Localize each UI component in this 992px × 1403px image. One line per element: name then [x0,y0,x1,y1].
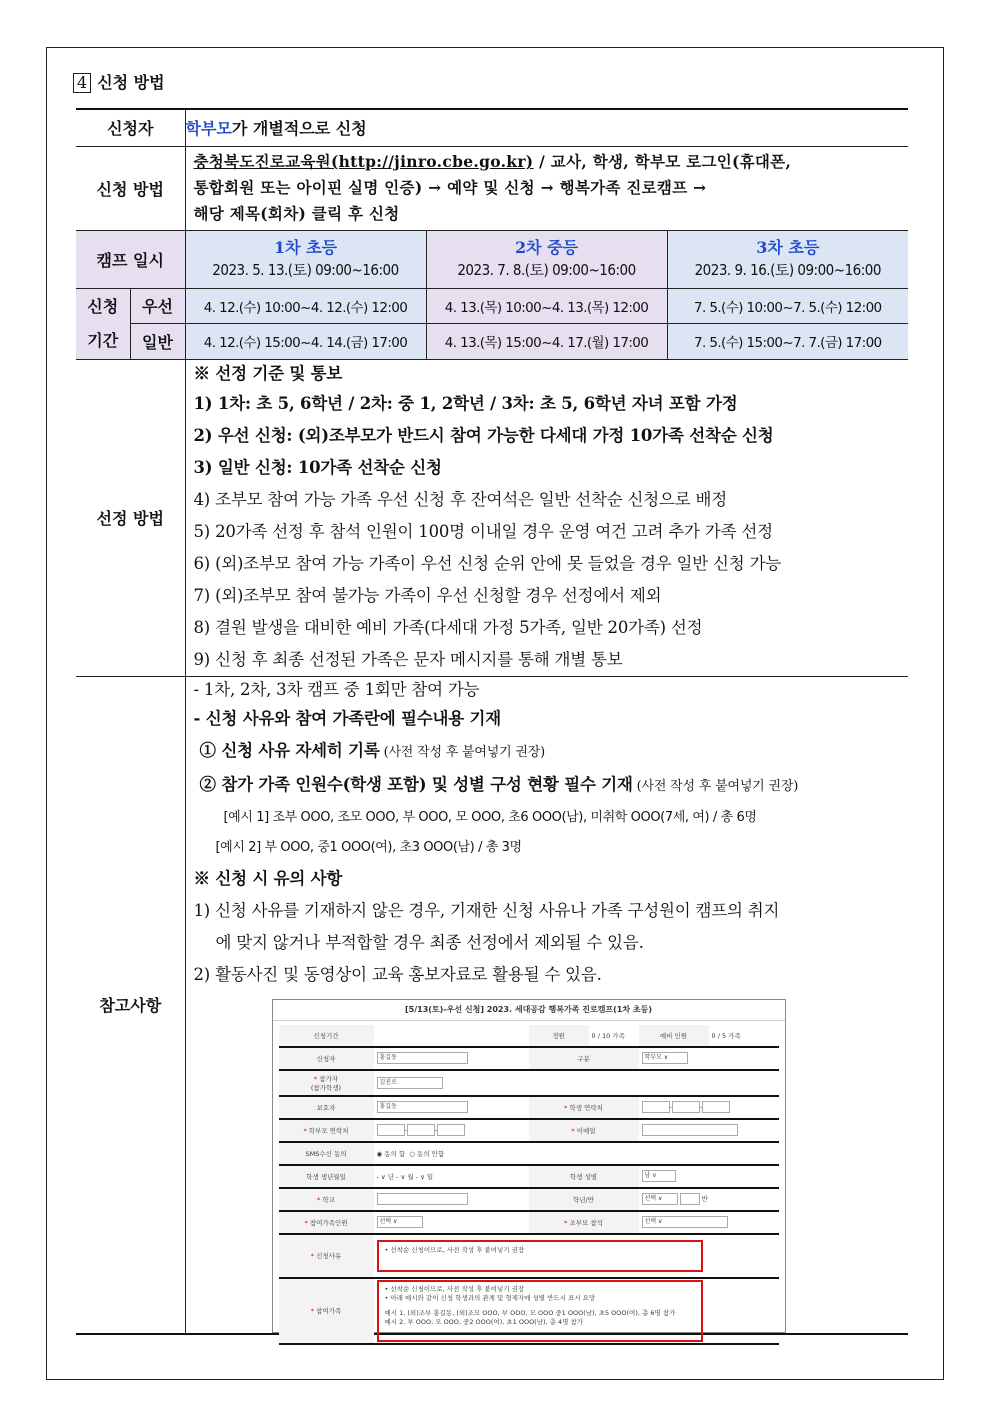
period-label-1: 신청 [87,296,119,316]
form-gender-value: 남 [644,1172,651,1179]
form-grade-value: 선택 [644,1195,657,1202]
form-parent-phone-label: * 학부모 연락처 [279,1119,374,1142]
form-email-input[interactable] [642,1124,738,1136]
camp-label: 캠프 일시 [76,230,185,288]
selection-item-2: 2) 우선 신청: (외)조부모가 반드시 참여 가능한 다세대 가정 10가족 선착순 신청 [193,425,774,445]
form-grandparent-value: 선택 [644,1218,657,1225]
selection-item-4: 4) 조부모 참여 가능 가족 우선 신청 후 잔여석은 일반 선착순 신청으로 배정 [193,489,728,509]
form-type-select[interactable]: 학부모 ∨ [642,1052,688,1064]
form-grandparent-label: * 조부모 참석 [529,1211,639,1234]
form-guardian-input[interactable]: 홍길동 [377,1101,468,1113]
form-parent-phone-2[interactable] [407,1124,435,1136]
form-sms-yes[interactable]: ◉ 동의 함 [376,1149,406,1158]
round-1 [185,230,426,288]
form-quota-label: 정원 [529,1025,589,1047]
form-family-example-1: 예시 1. (외)조부 홍길동, (외)조모 OOO, 부 OOO, 모 OOO 중1 OOO(남), 초5 OOO(여), 총 6명 참가 [384,1308,676,1317]
form-type-value: 학부모 [644,1054,662,1061]
notes-line-3: ① 신청 사유 자세히 기록 [199,740,380,760]
form-school-label: * 학교 [279,1188,374,1211]
form-family-example-2: 예시 2. 부 OOO, 모 OOO, 중2 OOO(여), 초1 OOO(남), 총 4명 참가 [384,1317,584,1326]
form-participant-label: * 참가자 (참가학생) [279,1070,374,1096]
form-family-label: * 참여가족 [279,1278,374,1344]
form-grade-label: 학년/반 [529,1188,639,1211]
form-grandparent-label-text: 조부모 참석 [569,1218,603,1227]
form-type-label: 구분 [529,1047,639,1070]
form-sms-label: SMS수신 동의 [279,1142,374,1165]
form-period-label: 신청기간 [279,1025,374,1047]
priority-2: 4. 13.(목) 10:00~4. 13.(목) 12:00 [426,288,667,323]
selection-item-7: 7) (외)조부모 참여 불가능 가족이 우선 신청할 경우 선정에서 제외 [193,585,662,605]
general-label: 일반 [130,323,185,359]
form-sms-no[interactable]: ○ 동의 안함 [409,1149,445,1158]
selection-item-5: 5) 20가족 선정 후 참석 인원이 100명 이내일 경우 운영 여건 고려 추가 가족 선정 [193,521,773,541]
form-family-count-label-text: 참여가족인원 [309,1218,348,1227]
form-class-input[interactable] [680,1193,700,1205]
form-family-hint-2: • 아래 예시와 같이 신청 학생과의 관계 및 형제자매 성별 반드시 표시 요망 [384,1293,596,1302]
jinro-link[interactable]: 충청북도진로교육원(http://jinro.cbe.go.kr) [193,152,534,171]
round-2 [426,230,667,288]
form-guardian-label: 보호자 [279,1096,374,1119]
application-form-screenshot: [5/13(토)-우선 신청] 2023. 세대공감 행복가족 진로캠프(1차 초등) 신청기간 정원 0 / 10 가족 예비 인원 0 / 5 가족 신청자 홍길동 구분 학부모 ∨ * 참가자 (참가학생) 김진로 보호자 홍길동 * 학생 연락처 - - * 학부모 연락처 - - * 이메일 SMS수신 동의 ◉ 동의 함 ○ 동의 안함 학생 생년월일 - ∨ 년 - ∨ 월 - ∨ 일 학생 성별 남 ∨ * 학교 학년/반 선택 ∨ 반 * 참여가족인원 선택 ∨ * 조부모 참석 선택 ∨ * 신청사유 • 선착순 신청이므로, 사전 작성 후 붙여넣기 권장 * 참여가족 • 선착순 신청이므로, 사전 작성 후 붙여넣기 권장 • 아래 예시와 같이 신청 학생과의 관계 및 형제자매 성별 반드시 표시 요망 예시 1. (외)조부 홍길동, (외)조모 OOO, 부 OOO, 모 OOO 중1 OOO(남), 초5 OOO(여), 총 6명 참가 예시 2. 부 OOO, 모 OOO, 중2 OOO(여), 초1 OOO(남), 총 4명 참가 [272,999,786,1333]
form-applicant-label: 신청자 [279,1047,374,1070]
round-3-name: 3차 초등 [756,238,820,257]
section-title [73,70,165,93]
selection-item-8: 8) 결원 발생을 대비한 예비 가족(다세대 가정 5가족, 일반 20가족) 선정 [193,617,703,637]
selection-item-9: 9) 신청 후 최종 선정된 가족은 문자 메시지를 통해 개별 통보 [193,649,623,669]
method-line3: 해당 제목(회차) 클릭 후 신청 [193,204,400,223]
notes-line-2: - 신청 사유와 참여 가족란에 필수내용 기재 [193,708,501,728]
round-1-date: 2023. 5. 13.(토) 09:00~16:00 [212,261,399,279]
form-student-phone-1[interactable] [642,1101,670,1113]
form-family-textarea[interactable] [377,1280,703,1342]
form-applicant-input[interactable]: 홍길동 [377,1052,468,1064]
form-dob-label: 학생 생년월일 [279,1165,374,1188]
notes-line-4: ② 참가 가족 인원수(학생 포함) 및 성별 구성 현황 필수 기재 [199,774,633,794]
method-line2: 통합회원 또는 아이핀 실명 인증) → 예약 및 신청 → 행복가족 진로캠프 → [193,178,707,197]
form-family-hint-1: • 선착순 신청이므로, 사전 작성 후 붙여넣기 권장 [384,1284,525,1293]
notes-line-3-hint: (사전 작성 후 붙여넣기 권장) [379,744,545,760]
notes-label: 참고사항 [76,676,185,1334]
application-table [76,108,908,1335]
form-reason-label-text: 신청사유 [316,1252,342,1260]
form-participant-label-text: 참가자 (참가학생) [310,1074,342,1092]
selection-item-3: 3) 일반 신청: 10가족 선착순 신청 [193,457,442,477]
form-dob-select[interactable]: - ∨ 년 - ∨ 월 - ∨ 일 [376,1172,434,1181]
period-label-2: 기간 [87,330,119,350]
form-school-label-text: 학교 [322,1195,335,1204]
example-2: [예시 2] 부 OOO, 중1 OOO(여), 초3 OOO(남) / 총 3명 [215,839,522,855]
priority-row [76,288,908,323]
form-parent-phone-1[interactable] [377,1124,405,1136]
applicant-row [76,109,908,146]
form-parent-phone-3[interactable] [437,1124,465,1136]
notes-line-1: - 1차, 2차, 3차 캠프 중 1회만 참여 가능 [193,679,480,699]
applicant-highlight: 학부모 [185,119,232,139]
form-gender-label: 학생 성별 [529,1165,639,1188]
form-parent-phone-label-text: 학부모 연락처 [308,1126,349,1135]
form-family-label-text: 참여가족 [316,1307,342,1315]
selection-label: 선정 방법 [76,359,185,676]
form-gender-select[interactable]: 남 ∨ [642,1170,676,1182]
form-grandparent-select[interactable]: 선택 ∨ [642,1216,728,1228]
method-row [76,146,908,230]
form-school-input[interactable] [377,1193,468,1205]
method-line1: / 교사, 학생, 학부모 로그인(휴대폰, [533,152,792,171]
example-1: [예시 1] 조부 OOO, 조모 OOO, 부 OOO, 모 OOO, 초6 OOO(남), 미취학 OOO(7세, 여) / 총 6명 [223,809,757,825]
form-family-count-value: 선택 [379,1218,392,1225]
form-student-phone-3[interactable] [702,1101,730,1113]
notes-row [76,676,908,1334]
section-heading: 신청 방법 [97,73,165,92]
round-3 [667,230,908,288]
form-reason-label: * 신청사유 [279,1234,374,1278]
priority-3: 7. 5.(수) 10:00~7. 5.(수) 12:00 [667,288,908,323]
form-class-unit: 반 [701,1195,708,1203]
round-3-date: 2023. 9. 16.(토) 09:00~16:00 [694,261,881,279]
selection-item-6: 6) (외)조부모 참여 가능 가족이 우선 신청 순위 안에 못 들었을 경우 일반 신청 가능 [193,553,782,573]
priority-label: 우선 [130,288,185,323]
priority-1: 4. 12.(수) 10:00~4. 12.(수) 12:00 [185,288,426,323]
caution-1b: 에 맞지 않거나 부적합할 경우 최종 선정에서 제외될 수 있음. [215,932,644,952]
form-family-count-select[interactable]: 선택 ∨ [377,1216,423,1228]
form-grade-select[interactable]: 선택 ∨ [642,1193,678,1205]
method-label: 신청 방법 [76,146,185,230]
form-student-phone-label-text: 학생 연락처 [569,1103,603,1112]
applicant-text: 가 개별적으로 신청 [231,119,367,139]
form-reason-textarea[interactable] [377,1240,703,1272]
caution-2: 2) 활동사진 및 동영상이 교육 홍보자료로 활용될 수 있음. [193,964,602,984]
period-label [76,288,130,359]
selection-heading: ※ 선정 기준 및 통보 [193,363,343,383]
form-title: [5/13(토)-우선 신청] 2023. 세대공감 행복가족 진로캠프(1차 초등) [273,1000,785,1021]
selection-item-1: 1) 1차: 초 5, 6학년 / 2차: 중 1, 2학년 / 3차: 초 5, 6학년 자녀 포함 가정 [193,393,738,413]
form-reason-hint: • 선착순 신청이므로, 사전 작성 후 붙여넣기 권장 [384,1245,525,1254]
section-number: 4 [73,73,91,93]
form-student-phone-2[interactable] [672,1101,700,1113]
general-3: 7. 5.(수) 15:00~7. 7.(금) 17:00 [667,323,908,359]
caution-heading: ※ 신청 시 유의 사항 [193,868,343,888]
round-1-name: 1차 초등 [273,238,338,257]
camp-row [76,230,908,288]
general-1: 4. 12.(수) 15:00~4. 14.(금) 17:00 [185,323,426,359]
form-participant-input[interactable]: 김진로 [377,1077,443,1089]
form-reserve-label: 예비 인원 [639,1025,709,1047]
form-reserve-value: 0 / 5 가족 [709,1025,779,1047]
selection-row [76,359,908,676]
general-row [76,323,908,359]
general-2: 4. 13.(목) 15:00~4. 17.(월) 17:00 [426,323,667,359]
round-2-name: 2차 중등 [514,238,579,257]
form-family-count-label: * 참여가족인원 [279,1211,374,1234]
round-2-date: 2023. 7. 8.(토) 09:00~16:00 [457,261,636,279]
form-student-phone-label: * 학생 연락처 [529,1096,639,1119]
form-email-label: * 이메일 [529,1119,639,1142]
caution-1a: 1) 신청 사유를 기재하지 않은 경우, 기재한 신청 사유나 가족 구성원이 캠프의 취지 [193,900,780,920]
form-quota-value: 0 / 10 가족 [589,1025,639,1047]
notes-line-4-hint: (사전 작성 후 붙여넣기 권장) [632,778,799,794]
applicant-label: 신청자 [76,109,185,146]
form-email-label-text: 이메일 [576,1126,596,1135]
